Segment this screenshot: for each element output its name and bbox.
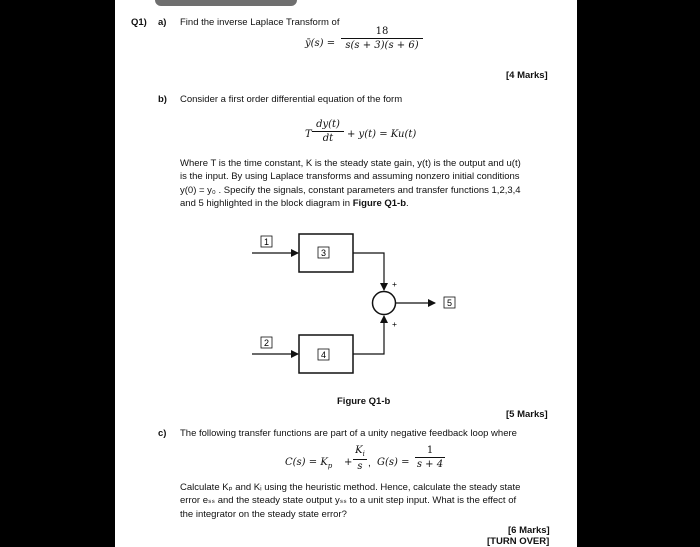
fraction-bar [353,459,367,460]
comma: , [368,458,371,469]
plus-sign-bottom: + [392,319,397,329]
part-a-numerator: 18 [375,26,389,37]
description-line: y(0) = y₀ . Specify the signals, constant parameters and transfer functions 1,2,3,4 [180,184,521,196]
plant-lhs: G(s) = [377,457,410,468]
label-box-2 [261,337,272,348]
description-line [180,197,560,210]
figure-caption: Figure Q1-b [337,396,391,407]
plant-fraction [415,445,445,470]
part-b-label: b) [158,94,167,105]
exam-page [115,0,577,547]
description-line: is the input. By using Laplace transforms and assuming nonzero initial conditions [180,171,520,183]
part-b-description [180,157,560,211]
description-line: Where T is the time constant, K is the steady state gain, y(t) is the output and u(t) [180,158,521,169]
turn-over-footer: [TURN OVER] [487,536,550,547]
ki-fraction [353,445,367,472]
plant-numerator: 1 [426,445,434,456]
part-c-description [180,481,560,521]
ode-T: T [305,129,312,140]
ode-numerator: dy(t) [316,119,340,130]
label-5-text: 5 [446,298,453,308]
part-c-marks: [6 Marks] [508,525,550,536]
fraction-bar [312,131,344,132]
plus-operator: + [344,457,353,468]
block-4 [299,335,353,373]
ki-denominator: s [357,461,363,472]
upper-signal-path [353,253,384,290]
ode-rest: + y(t) = Ku(t) [347,129,417,140]
figure-reference: Figure Q1-b [352,198,407,210]
part-a-label: a) [158,17,167,28]
description-text: and 5 highlighted in the block diagram in [180,198,351,210]
part-a-denominator: s(s + 3)(s + 6) [345,40,419,51]
top-bar [155,0,297,6]
block-diagram [247,230,477,380]
fraction-bar [341,38,423,39]
ode-denominator: dt [322,133,334,144]
label-2-text: 2 [263,338,270,348]
label-box-1 [261,236,272,247]
label-1-text: 1 [263,237,270,247]
controller-lhs-text: C(s) = K [285,457,328,468]
ki-numerator [353,445,367,458]
part-c-label: c) [158,428,167,439]
part-a-fraction [341,26,423,51]
description-line: error eₛₛ and the steady state output yₛₛ to a unit step input. What is the effect of [180,495,517,507]
fraction-bar [415,457,445,458]
part-a-prompt: Find the inverse Laplace Transform of [180,17,340,28]
plant-denominator: s + 4 [416,459,444,470]
plus-sign-top: + [392,279,397,289]
summing-junction [373,292,396,315]
part-a-lhs: ȳ(s) = [305,38,336,49]
ode-derivative [312,119,344,144]
question-number: Q1) [131,17,147,28]
ki-subscript: i [362,450,365,458]
label-box-5 [444,297,455,308]
label-3-text: 3 [320,248,327,258]
part-c-prompt: The following transfer functions are part of a unity negative feedback loop where [180,428,517,439]
part-b-prompt: Consider a first order differential equation of the form [180,94,403,105]
part-b-marks: [5 Marks] [506,409,548,420]
description-line: the integrator on the steady state error? [180,508,347,520]
lower-signal-path [353,316,384,354]
controller-lhs [285,456,332,473]
block-3 [299,234,353,272]
ki-text: K [355,445,363,456]
kp-subscript: p [327,462,333,470]
description-line: Calculate Kₚ and Kᵢ using the heuristic method. Hence, calculate the steady state [180,482,521,493]
label-4-text: 4 [320,350,327,360]
part-a-marks: [4 Marks] [506,70,548,81]
figure-reference-end: . [406,198,409,210]
